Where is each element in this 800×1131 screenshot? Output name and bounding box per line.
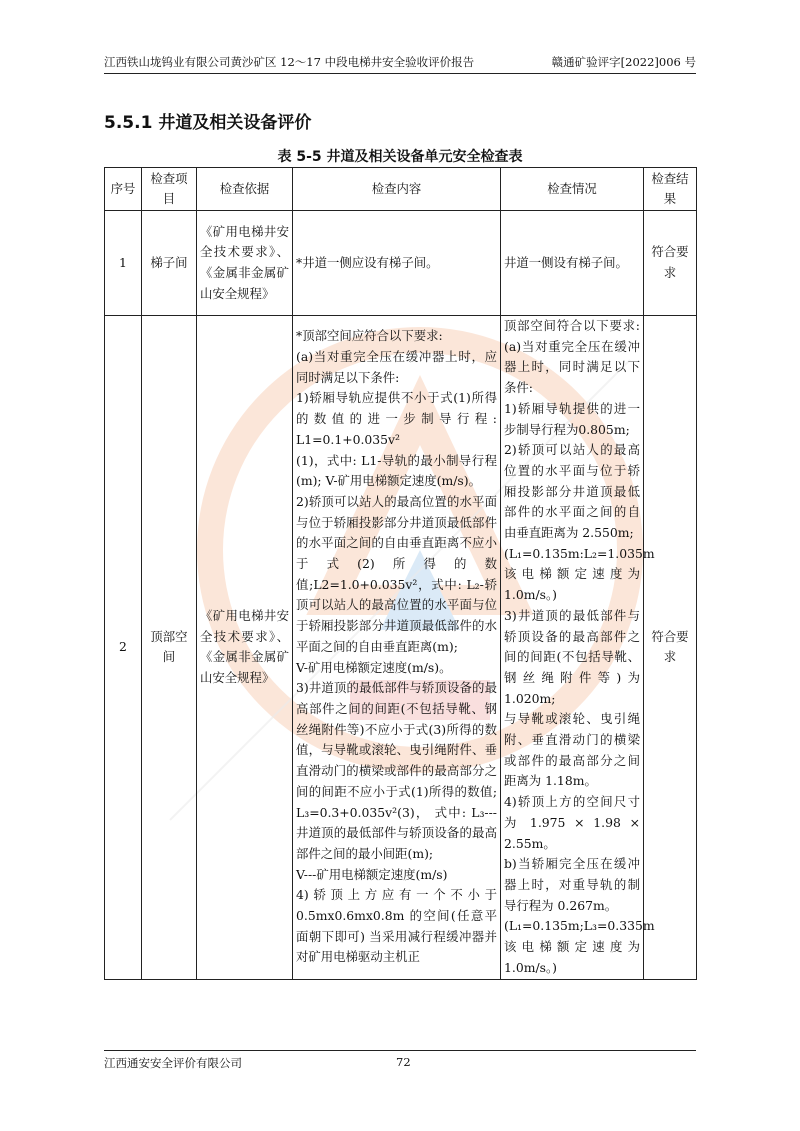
content-line: *井道一侧应设有梯子间。 — [296, 254, 439, 270]
section-title: 5.5.1 井道及相关设备评价 — [104, 113, 312, 133]
page-footer — [104, 1050, 696, 1071]
check-line: (L₁=0.135m:L₂=1.035m 该电梯额定速度为1.0m/s。) — [504, 545, 655, 603]
check-line: (L₁=0.135m;L₃=0.335m 该电梯额定速度为1.0m/s。) — [504, 918, 655, 975]
content-line: V-矿用电梯额定速度(m/s)。 — [296, 659, 452, 675]
row-content — [293, 316, 501, 980]
row-number: 2 — [105, 316, 142, 980]
header-item: 检查项目 — [142, 168, 197, 211]
content-line: V---矿用电梯额定速度(m/s) — [296, 866, 448, 882]
check-line: 井道一侧设有梯子间。 — [504, 254, 628, 270]
safety-check-table — [104, 167, 697, 980]
check-line: 3)井道顶的最低部件与轿顶设备的最高部件之间的间距(不包括导靴、钢丝绳附件等)为 1.020m; — [504, 607, 640, 706]
content-line: 2)轿顶可以站人的最高位置的水平面与位于轿厢投影部分井道顶最低部件的水平面之间的自由垂直距离不应小于式(2)所得的数值;L2=1.0+0.035v²，式中: L₂-轿顶可以站人的最高位置的水平面与位于轿厢投影部分井道顶最低部件的水平面之间的自由垂直距离(m); — [296, 493, 497, 654]
row-basis: 《矿用电梯井安全技术要求》、《金属非金属矿山安全规程》 — [197, 211, 293, 316]
content-line: 1)轿厢导轨应提供不小于式(1)所得的数值的进一步制导行程: L1=0.1+0.035v² — [296, 390, 497, 447]
check-line: 顶部空间符合以下要求:(a)当对重完全压在缓冲器上时，同时满足以下条件: — [504, 318, 640, 396]
header-num: 序号 — [105, 168, 142, 211]
row-check — [501, 211, 644, 316]
header-check: 检查情况 — [501, 168, 644, 211]
check-line: 与导靴或滚轮、曳引绳附、垂直滑动门的横梁或部件的最高部分之间距离为 1.18m。 — [504, 711, 640, 789]
row-result: 符合要求 — [644, 211, 697, 316]
header-content: 检查内容 — [293, 168, 501, 211]
header-basis: 检查依据 — [197, 168, 293, 211]
table-header-row — [105, 168, 697, 211]
row-basis: 《矿用电梯井安全技术要求》、《金属非金属矿山安全规程》 — [197, 316, 293, 980]
page-number: 72 — [396, 1055, 411, 1069]
content-line: (1)，式中: L1-导轨的最小制导行程(m); V-矿用电梯额定速度(m/s)。 — [296, 452, 497, 489]
table-row — [105, 316, 697, 980]
row-content — [293, 211, 501, 316]
check-line: 4)轿顶上方的空间尺寸为 1.975 × 1.98 × 2.55m。 — [504, 794, 640, 851]
footer-company: 江西通安安全评价有限公司 — [104, 1056, 242, 1070]
content-line: *顶部空间应符合以下要求: — [296, 328, 443, 344]
content-line: 4)轿顶上方应有一个不小于0.5mx0.6mx0.8m 的空间(任意平面朝下即可) 当采用减行程缓冲器并对矿用电梯驱动主机正 — [296, 887, 497, 965]
header-report-title: 江西铁山垅钨业有限公司黄沙矿区 12～17 中段电梯井安全验收评价报告 — [104, 55, 475, 69]
header-report-number: 赣通矿验评字[2022]006 号 — [551, 55, 696, 69]
page-header — [104, 54, 696, 74]
check-line: b)当轿厢完全压在缓冲器上时，对重导轨的制导行程为 0.267m。 — [504, 856, 640, 913]
table-caption: 表 5-5 井道及相关设备单元安全检查表 — [277, 149, 523, 165]
row-result: 符合要求 — [644, 316, 697, 980]
row-item: 梯子间 — [142, 211, 197, 316]
header-result: 检查结果 — [644, 168, 697, 211]
content-line: 3)井道顶的最低部件与轿顶设备的最高部件之间的间距(不包括导靴、钢丝绳附件等)不应小于式(3)所得的数值，与导靴或滚轮、曳引绳附件、垂直滑动门的横梁或部件的最高部分之间的间距不应小于式(1)所得的数值; L₃=0.3+0.035v²(3)， 式中: L₃---井道顶的最低部件与轿顶设备的最高部件之间的最小间距(m); — [296, 680, 497, 861]
table-row — [105, 211, 697, 316]
row-item: 顶部空间 — [142, 316, 197, 980]
row-check — [501, 316, 655, 980]
check-line: 2)轿顶可以站人的最高位置的水平面与位于轿厢投影部分井道顶最低部件的水平面之间的自由垂直距离为 2.550m; — [504, 442, 640, 541]
row-number: 1 — [105, 211, 142, 316]
content-line: (a)当对重完全压在缓冲器上时，应同时满足以下条件: — [296, 349, 497, 385]
check-line: 1)轿厢导轨提供的进一步制导行程为0.805m; — [504, 400, 640, 437]
